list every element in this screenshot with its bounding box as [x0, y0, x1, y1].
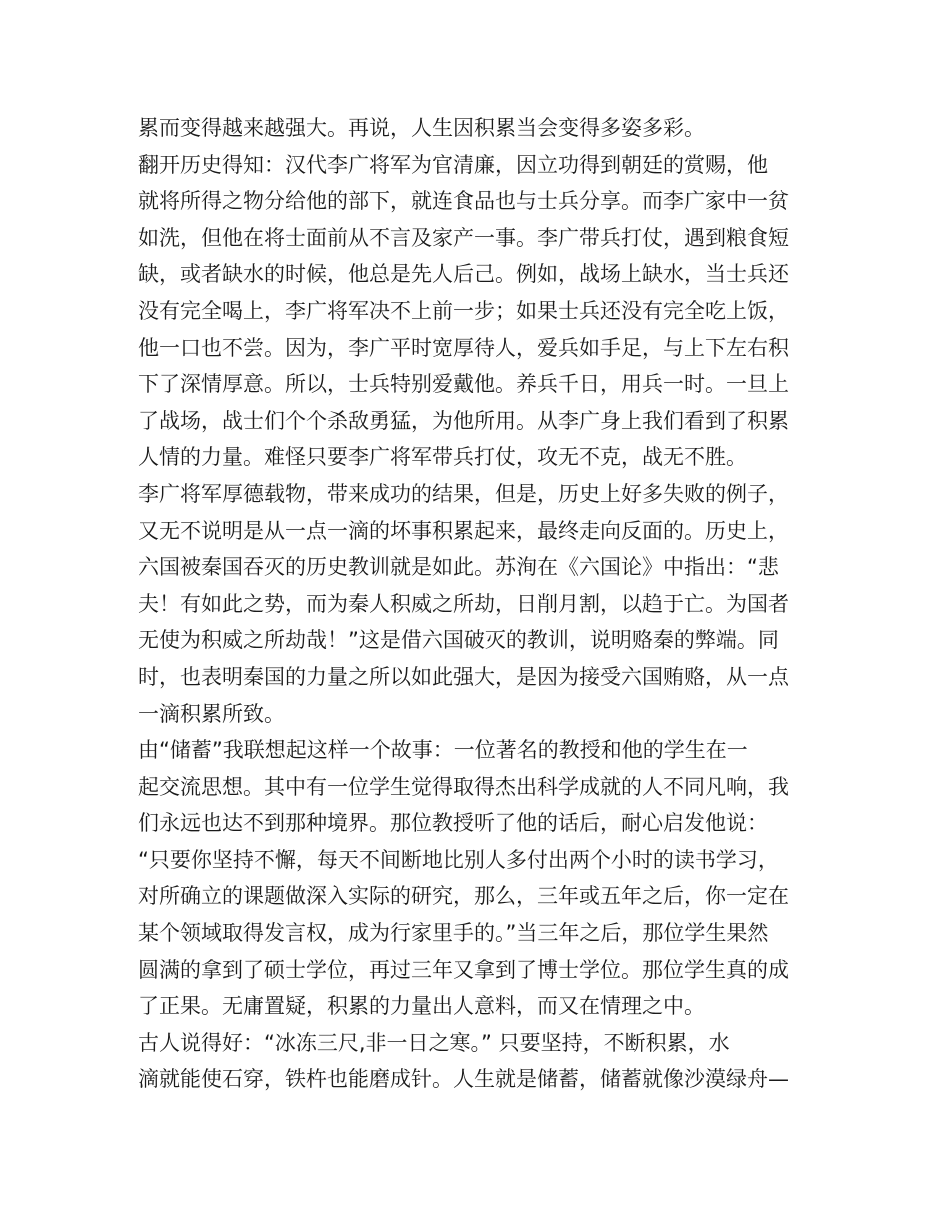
text-line: 无使为积威之所劫哉！”这是借六国破灭的教训，说明赂秦的弊端。同 [138, 628, 779, 653]
text-line: 李广将军厚德载物，带来成功的结果，但是，历史上好多失败的例子， [138, 481, 789, 506]
text-line: 们永远也达不到那种境界。那位教授听了他的话后，耐心启发他说： [138, 811, 768, 836]
text-line: 由“储蓄”我联想起这样一个故事：一位著名的教授和他的学生在一 [138, 738, 748, 763]
text-line: 缺，或者缺水的时候，他总是先人后己。例如，战场上缺水，当士兵还 [138, 262, 789, 287]
text-line: 夫！有如此之势，而为秦人积威之所劫，日削月割，以趋于亡。为国者 [138, 591, 789, 616]
text-line: 又无不说明是从一点一滴的坏事积累起来，最终走向反面的。历史上， [138, 518, 789, 543]
text-line: 滴就能使石穿，铁杵也能磨成针。人生就是储蓄，储蓄就像沙漠绿舟— [138, 1067, 789, 1092]
text-line: 人情的力量。难怪只要李广将军带兵打仗，攻无不克，战无不胜。 [138, 445, 747, 470]
text-line: 下了深情厚意。所以，士兵特别爱戴他。养兵千日，用兵一时。一旦上 [138, 372, 789, 397]
text-line: 起交流思想。其中有一位学生觉得取得杰出科学成就的人不同凡响，我 [138, 774, 789, 799]
text-line: 他一口也不尝。因为，李广平时宽厚待人，爱兵如手足，与上下左右积 [138, 335, 789, 360]
text-line: 累而变得越来越强大。再说，人生因积累当会变得多姿多彩。 [138, 116, 705, 140]
text-line: 六国被秦国吞灭的历史教训就是如此。苏洵在《六国论》中指出：“悲 [138, 555, 779, 580]
text-line: “只要你坚持不懈，每天不间断地比别人多付出两个小时的读书学习， [138, 847, 779, 872]
text-line: 了战场，战士们个个杀敌勇猛，为他所用。从李广身上我们看到了积累 [138, 408, 789, 433]
text-line: 圆满的拿到了硕士学位，再过三年又拿到了博士学位。那位学生真的成 [138, 957, 789, 982]
text-line: 翻开历史得知：汉代李广将军为官清廉，因立功得到朝廷的赏赐，他 [138, 152, 768, 177]
document-body [138, 110, 818, 1098]
text-line: 如洗，但他在将士面前从不言及家产一事。李广带兵打仗，遇到粮食短 [138, 225, 789, 250]
text-line: 对所确立的课题做深入实际的研究，那么，三年或五年之后，你一定在 [138, 884, 789, 909]
text-line: 没有完全喝上，李广将军决不上前一步；如果士兵还没有完全吃上饭， [138, 298, 789, 323]
text-line: 时，也表明秦国的力量之所以如此强大，是因为接受六国贿赂，从一点 [138, 664, 789, 689]
text-line: 一滴积累所致。 [138, 701, 285, 726]
text-line: 古人说得好：“冰冻三尺,非一日之寒。” 只要坚持，不断积累，水 [138, 1030, 730, 1055]
text-line: 了正果。无庸置疑，积累的力量出人意料，而又在情理之中。 [138, 994, 705, 1019]
text-line: 某个领域取得发言权，成为行家里手的。”当三年之后，那位学生果然 [138, 921, 769, 946]
text-line: 就将所得之物分给他的部下，就连食品也与士兵分享。而李广家中一贫 [138, 189, 789, 214]
